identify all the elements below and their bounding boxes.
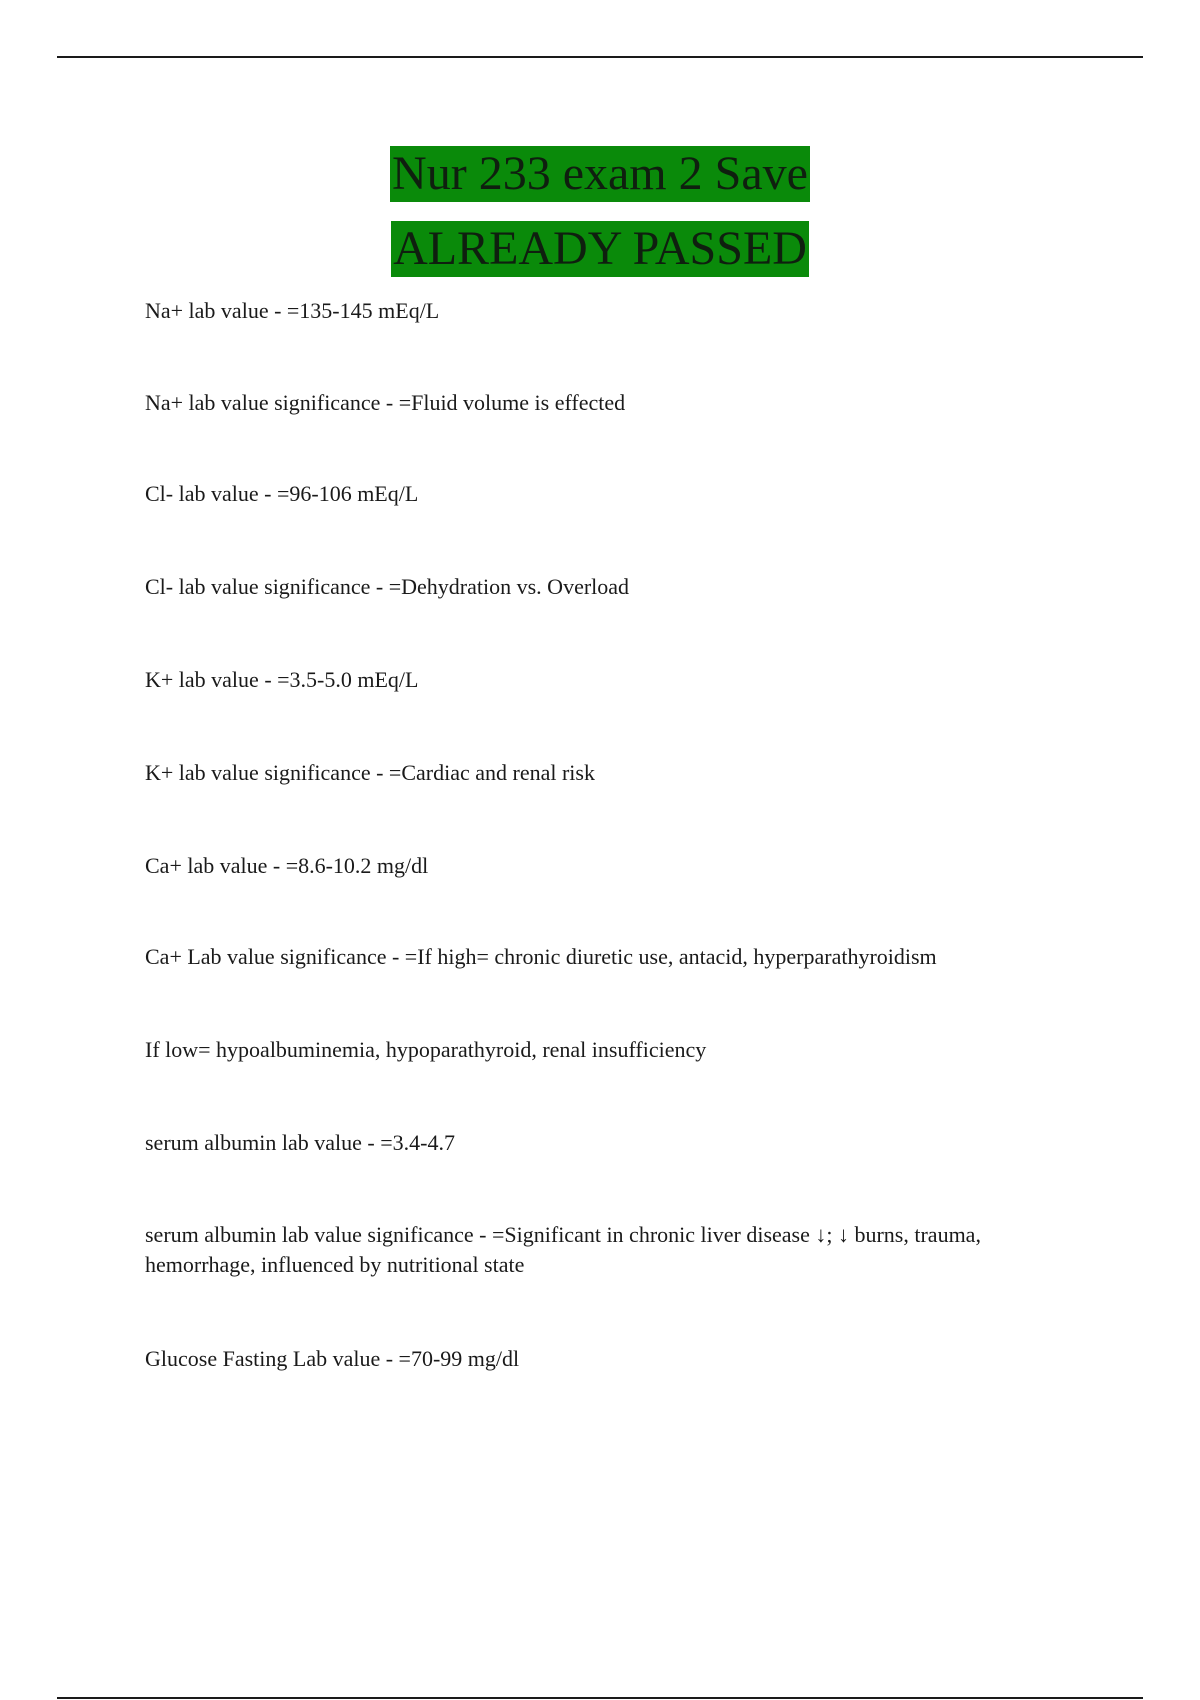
entry-albumin-significance: serum albumin lab value significance - =Significant in chronic liver disease ↓; ↓ burns, trauma, hemorrhage, influenced by nutritional state <box>145 1222 981 1277</box>
entry-ca-value: Ca+ lab value - =8.6-10.2 mg/dl <box>145 853 429 878</box>
entry-albumin-value: serum albumin lab value - =3.4-4.7 <box>145 1130 455 1155</box>
entry-na-significance: Na+ lab value significance - =Fluid volume is effected <box>145 390 626 415</box>
title-block <box>0 146 1200 296</box>
entry-na-value: Na+ lab value - =135-145 mEq/L <box>145 298 440 323</box>
document-title-line-2: ALREADY PASSED <box>393 222 807 275</box>
entry-ca-significance: Ca+ Lab value significance - =If high= chronic diuretic use, antacid, hyperparathyroidism <box>145 944 937 969</box>
entry-k-value: K+ lab value - =3.5-5.0 mEq/L <box>145 667 419 692</box>
entry-ca-low: If low= hypoalbuminemia, hypoparathyroid, renal insufficiency <box>145 1037 707 1062</box>
bottom-rule <box>57 1697 1143 1699</box>
document-title-line-1: Nur 233 exam 2 Save <box>392 147 808 200</box>
entry-glucose-fasting: Glucose Fasting Lab value - =70-99 mg/dl <box>145 1346 520 1371</box>
top-rule <box>57 56 1143 58</box>
entry-cl-significance: Cl- lab value significance - =Dehydration vs. Overload <box>145 574 630 599</box>
entry-k-significance: K+ lab value significance - =Cardiac and renal risk <box>145 760 595 785</box>
entry-cl-value: Cl- lab value - =96-106 mEq/L <box>145 481 419 506</box>
